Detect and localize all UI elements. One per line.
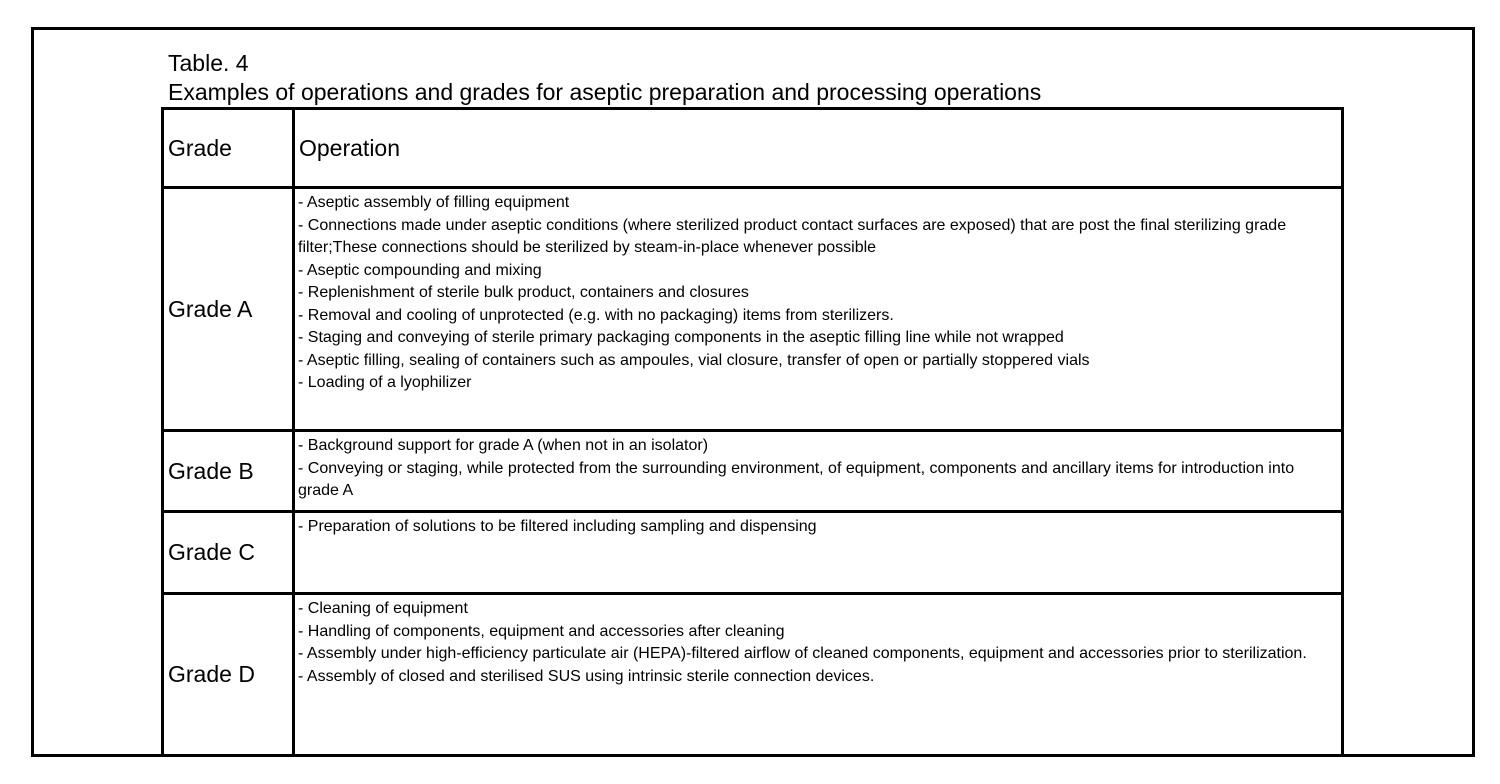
table-caption: [168, 49, 1041, 107]
operation-item: - Aseptic compounding and mixing: [298, 261, 542, 279]
operation-item: - Conveying or staging, while protected from the surrounding environment, of equipment, components and ancillary items for introduction into grade A: [298, 459, 1295, 499]
grades-table: [161, 107, 1344, 757]
table-row: [163, 512, 1343, 594]
table-row: [163, 188, 1343, 431]
operation-item: - Cleaning of equipment: [298, 600, 468, 617]
operation-item: - Staging and conveying of sterile primary packaging components in the aseptic filling line while not wrapped: [298, 329, 1064, 346]
operation-item: - Connections made under aseptic conditions (where sterilized product contact surfaces are exposed) that are post the final sterilizing grade filter;These connections should be sterilized by steam-in-place whenever possible: [298, 216, 1287, 256]
header-operation: Operation: [294, 109, 1343, 188]
operation-item: - Aseptic assembly of filling equipment: [298, 194, 570, 211]
grade-label: Grade A: [163, 188, 294, 431]
operation-item: - Assembly of closed and sterilised SUS using intrinsic sterile connection devices.: [298, 667, 875, 685]
table-title: Examples of operations and grades for aseptic preparation and processing operations: [168, 79, 1042, 105]
table-row: [163, 431, 1343, 512]
operations-cell: [294, 431, 1343, 512]
operation-item: - Background support for grade A (when not in an isolator): [298, 437, 709, 454]
operation-item: - Removal and cooling of unprotected (e.g. with no packaging) items from sterilizers.: [298, 306, 894, 324]
grade-label: Grade B: [163, 431, 294, 512]
operation-item: - Handling of components, equipment and accessories after cleaning: [298, 622, 785, 640]
operation-item: - Aseptic filling, sealing of containers such as ampoules, vial closure, transfer of open or partially stoppered vials: [298, 351, 1090, 369]
header-grade: Grade: [163, 109, 294, 188]
operations-cell: [294, 594, 1343, 756]
header-row: [163, 109, 1343, 188]
operation-item: - Replenishment of sterile bulk product, containers and closures: [298, 284, 749, 301]
operations-cell: [294, 188, 1343, 431]
operation-item: - Preparation of solutions to be filtered including sampling and dispensing: [298, 518, 817, 535]
operations-cell: [294, 512, 1343, 594]
table-row: [163, 594, 1343, 756]
grade-label: Grade C: [163, 512, 294, 594]
operation-item: - Assembly under high-efficiency particulate air (HEPA)-filtered airflow of cleaned components, equipment and accessories prior to sterilization.: [298, 645, 1307, 662]
grade-label: Grade D: [163, 594, 294, 756]
operation-item: - Loading of a lyophilizer: [298, 374, 472, 391]
table-number: Table. 4: [168, 50, 249, 76]
